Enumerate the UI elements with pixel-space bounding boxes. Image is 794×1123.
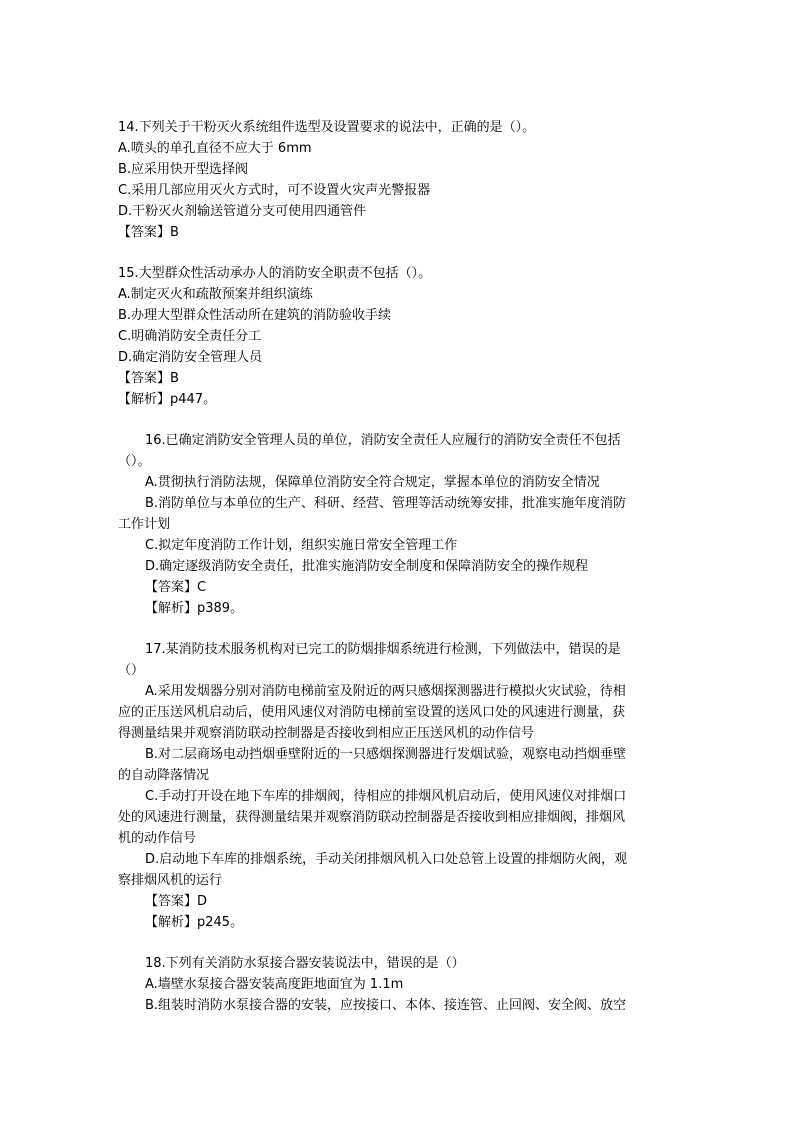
question-18-option-b: B.组装时消防水泵接合器的安装，应按接口、本体、接连管、止回阀、安全阀、放空 — [145, 998, 627, 1013]
question-15-option-d: D.确定消防安全管理人员 — [118, 350, 263, 365]
question-16-stem-line-2: （）。 — [118, 454, 151, 469]
question-17-option-a-cont-2: 得测量结果并观察消防联动控制器是否接收到相应正压送风机的动作信号 — [118, 726, 535, 741]
question-17-stem-line-1: 17.某消防技术服务机构对已完工的防烟排烟系统进行检测，下列做法中，错误的是 — [145, 642, 621, 657]
question-16-option-a: A.贯彻执行消防法规，保障单位消防安全符合规定，掌握本单位的消防安全情况 — [145, 475, 600, 490]
question-16-option-b-cont: 工作计划 — [118, 517, 171, 532]
question-17-option-c: C.手动打开设在地下车库的排烟阀，待相应的排烟风机启动后，使用风速仪对排烟口 — [145, 789, 627, 804]
question-18-stem: 18.下列有关消防水泵接合器安装说法中，错误的是（） — [145, 956, 465, 971]
question-17-option-d: D.启动地下车库的排烟系统，手动关闭排烟风机入口处总管上设置的排烟防火阀，观 — [145, 852, 628, 867]
question-17-option-c-cont-1: 处的风速进行测量，获得测量结果并观察消防联动控制器是否接收到相应排烟阀，排烟风 — [118, 810, 626, 825]
question-17-stem-line-2: （） — [118, 663, 145, 678]
question-15-option-c: C.明确消防安全责任分工 — [118, 329, 262, 344]
question-14-option-b: B.应采用快开型选择阀 — [118, 162, 249, 177]
question-14-option-c: C.采用几部应用灭火方式时，可不设置火灾声光警报器 — [118, 183, 431, 198]
question-17-option-a: A.采用发烟器分别对消防电梯前室及附近的两只感烟探测器进行模拟火灾试验，待相 — [145, 684, 626, 699]
question-15-analysis: 【解析】p447。 — [118, 392, 217, 407]
question-17-answer: 【答案】D — [145, 894, 208, 909]
question-16-option-d: D.确定逐级消防安全责任，批准实施消防安全制度和保障消防安全的操作规程 — [145, 559, 589, 574]
question-15-stem: 15.大型群众性活动承办人的消防安全职责不包括（）。 — [118, 266, 432, 281]
question-14-stem: 14.下列关于干粉灭火系统组件选型及设置要求的说法中，正确的是（）。 — [118, 120, 536, 135]
question-17-option-a-cont-1: 应的正压送风机启动后，使用风速仪对消防电梯前室设置的送风口处的风速进行测量，获 — [118, 705, 626, 720]
question-15-option-b: B.办理大型群众性活动所在建筑的消防验收手续 — [118, 308, 392, 323]
question-14-answer: 【答案】B — [118, 225, 179, 240]
question-16-analysis: 【解析】p389。 — [145, 601, 244, 616]
question-16-option-b: B.消防单位与本单位的生产、科研、经营、管理等活动统筹安排，批准实施年度消防 — [145, 496, 627, 511]
question-14-option-d: D.干粉灭火剂输送管道分支可使用四通管件 — [118, 204, 367, 219]
question-14-option-a: A.喷头的单孔直径不应大于 6mm — [118, 141, 312, 156]
question-17-option-b: B.对二层商场电动挡烟垂壁附近的一只感烟探测器进行发烟试验，观察电动挡烟垂壁 — [145, 747, 627, 762]
question-17-analysis: 【解析】p245。 — [145, 915, 244, 930]
question-16-answer: 【答案】C — [145, 580, 207, 595]
question-15-answer: 【答案】B — [118, 371, 179, 386]
question-16-stem-line-1: 16.已确定消防安全管理人员的单位，消防安全责任人应履行的消防安全责任不包括 — [145, 433, 621, 448]
question-15-option-a: A.制定灭火和疏散预案并组织演练 — [118, 287, 313, 302]
question-18-option-a: A.墙壁水泵接合器安装高度距地面宜为 1.1m — [145, 977, 404, 992]
question-16-option-c: C.拟定年度消防工作计划，组织实施日常安全管理工作 — [145, 538, 458, 553]
question-17-option-c-cont-2: 机的动作信号 — [118, 831, 197, 846]
question-17-option-b-cont: 的自动降落情况 — [118, 768, 210, 783]
question-17-option-d-cont: 察排烟风机的运行 — [118, 873, 223, 888]
